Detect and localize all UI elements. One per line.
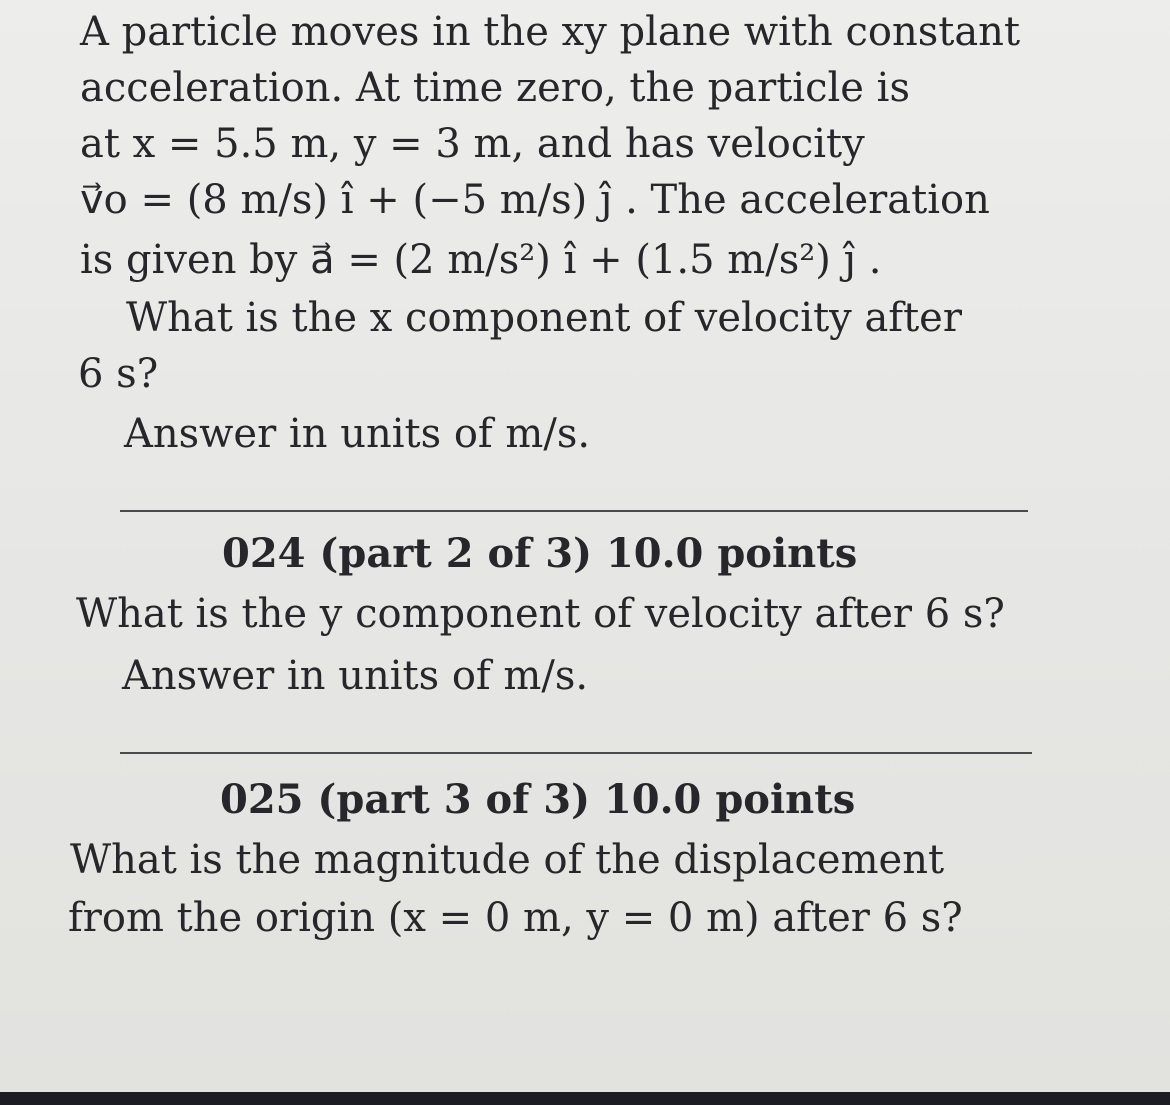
part2-question: What is the y component of velocity after 6 s? xyxy=(76,591,1005,637)
part2-answer-units: Answer in units of m/s. xyxy=(122,653,589,699)
part1-answer-units: Answer in units of m/s. xyxy=(124,411,591,457)
separator-rule-2 xyxy=(120,752,1032,754)
part1-question: What is the x component of velocity after xyxy=(126,295,962,341)
separator-rule-1 xyxy=(120,510,1028,512)
problem-line-5: is given by a⃗ = (2 m/s²) î + (1.5 m/s²) ĵ . xyxy=(80,237,882,283)
part2-heading: 024 (part 2 of 3) 10.0 points xyxy=(222,530,858,577)
part3-heading: 025 (part 3 of 3) 10.0 points xyxy=(220,776,856,823)
background-edge xyxy=(0,1092,1170,1105)
problem-line-1: A particle moves in the xy plane with constant xyxy=(80,9,1021,55)
part1-question-cont: 6 s? xyxy=(78,351,159,397)
problem-line-2: acceleration. At time zero, the particle is xyxy=(80,65,910,111)
problem-line-4: v⃗o = (8 m/s) î + (−5 m/s) ĵ . The acceleration xyxy=(80,177,990,223)
part3-question-line-1: What is the magnitude of the displacement xyxy=(70,837,945,883)
problem-line-3: at x = 5.5 m, y = 3 m, and has velocity xyxy=(80,121,865,167)
part3-question-line-2: from the origin (x = 0 m, y = 0 m) after 6 s? xyxy=(68,895,963,941)
